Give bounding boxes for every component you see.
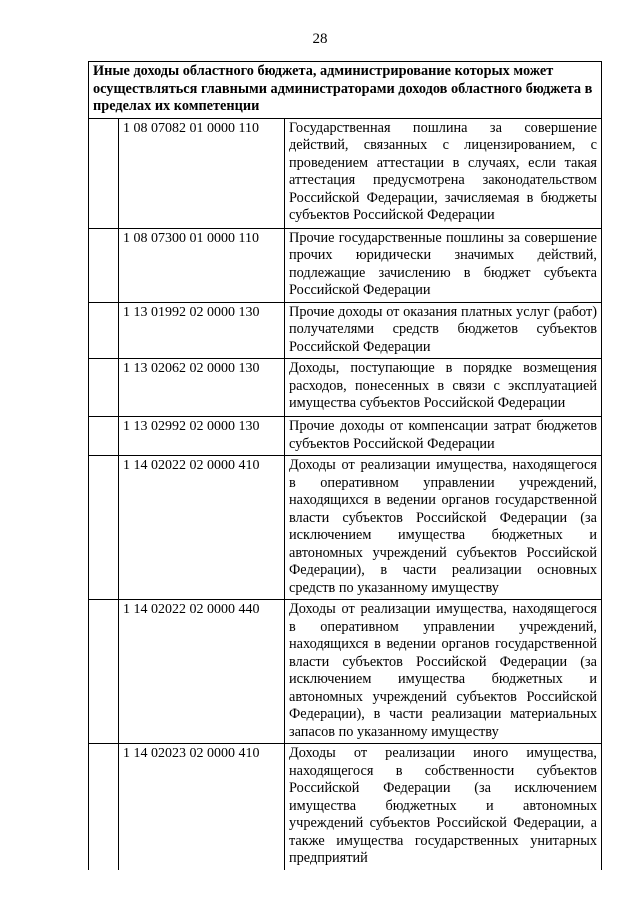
section-heading: Иные доходы областного бюджета, администрирование которых может осуществляться главными администраторами доходов областного бюджета в пределах их компетенции [89, 62, 602, 119]
revenue-code-cell: 1 13 02992 02 0000 130 [119, 417, 285, 456]
admin-code-cell [89, 302, 119, 359]
revenue-name-cell: Государственная пошлина за совершение действий, связанных с лицензированием, с проведением аттестации в случаях, если такая аттестация предусмотрена законодательством Российской Федерации, зачисляемая в бюджеты субъектов Российской Федерации [285, 118, 602, 228]
admin-code-cell [89, 228, 119, 302]
revenue-code-cell: 1 08 07082 01 0000 110 [119, 118, 285, 228]
table-row [89, 744, 602, 870]
admin-code-cell [89, 359, 119, 417]
table-row [89, 359, 602, 417]
revenue-name-cell: Доходы от реализации имущества, находящегося в оперативном управлении учреждений, находящихся в ведении органов государственной власти субъектов Российской Федерации (за исключением имущества бюджетных и автономных учреждений субъектов Российской Федерации), в части реализации основных средств по указанному имуществу [285, 456, 602, 600]
admin-code-cell [89, 600, 119, 744]
revenue-code-cell: 1 14 02022 02 0000 410 [119, 456, 285, 600]
table-row [89, 118, 602, 228]
table-row [89, 456, 602, 600]
revenue-code-cell: 1 13 01992 02 0000 130 [119, 302, 285, 359]
revenue-codes-table [88, 61, 602, 870]
revenue-code-cell: 1 14 02022 02 0000 440 [119, 600, 285, 744]
admin-code-cell [89, 118, 119, 228]
revenue-name-cell: Прочие государственные пошлины за совершение прочих юридически значимых действий, подлежащие зачислению в бюджет субъекта Российской Федерации [285, 228, 602, 302]
revenue-code-cell: 1 13 02062 02 0000 130 [119, 359, 285, 417]
revenue-code-cell: 1 08 07300 01 0000 110 [119, 228, 285, 302]
section-heading-row [89, 62, 602, 119]
table-row [89, 417, 602, 456]
revenue-name-cell: Прочие доходы от компенсации затрат бюджетов субъектов Российской Федерации [285, 417, 602, 456]
revenue-name-cell: Доходы от реализации иного имущества, находящегося в собственности субъектов Российской Федерации (за исключением имущества бюджетных и автономных учреждений субъектов Российской Федерации, а также имущества государственных унитарных предприятий [285, 744, 602, 870]
table-row [89, 600, 602, 744]
table-row [89, 302, 602, 359]
revenue-name-cell: Прочие доходы от оказания платных услуг (работ) получателями средств бюджетов субъектов Российской Федерации [285, 302, 602, 359]
admin-code-cell [89, 417, 119, 456]
page-number: 28 [312, 31, 328, 47]
revenue-name-cell: Доходы от реализации имущества, находящегося в оперативном управлении учреждений, находящихся в ведении органов государственной власти субъектов Российской Федерации (за исключением имущества бюджетных и автономных учреждений субъектов Российской Федерации), в части реализации материальных запасов по указанному имуществу [285, 600, 602, 744]
revenue-code-cell: 1 14 02023 02 0000 410 [119, 744, 285, 870]
table-row [89, 228, 602, 302]
admin-code-cell [89, 744, 119, 870]
revenue-name-cell: Доходы, поступающие в порядке возмещения расходов, понесенных в связи с эксплуатацией имущества субъектов Российской Федерации [285, 359, 602, 417]
admin-code-cell [89, 456, 119, 600]
